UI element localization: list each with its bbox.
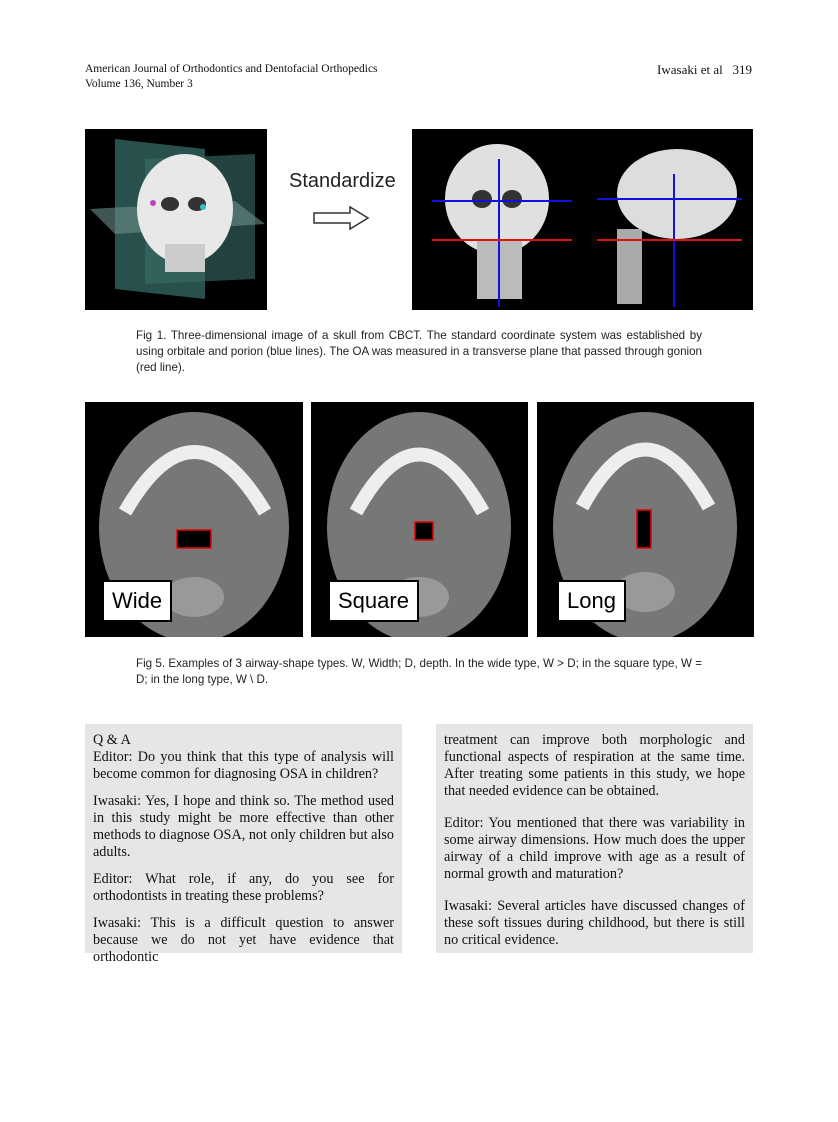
standardized-skull-images — [412, 129, 753, 310]
qa-paragraph: treatment can improve both morphologic and functional aspects of respiration at the same time. After treating some patients in this study, we hope that needed evidence can be obtained. — [444, 732, 745, 799]
running-header-left — [85, 62, 378, 92]
qa-paragraph: Iwasaki: This is a difficult question to answer because we do not yet have evidence that orthodontic — [93, 915, 394, 965]
qa-paragraph: Editor: You mentioned that there was variability in some airway dimensions. How much does the upper airway of a child improve with age as a result of normal growth and maturation? — [444, 815, 745, 882]
author-name: Iwasaki et al — [657, 62, 723, 77]
ct-slice-square — [311, 402, 528, 637]
qa-paragraph: Iwasaki: Yes, I hope and think so. The method used in this study might be more effective than other methods to diagnose OSA, not only children but also adults. — [93, 793, 394, 860]
qa-heading: Q & A — [93, 732, 131, 748]
page-number: 319 — [732, 62, 752, 77]
journal-volume: Volume 136, Number 3 — [85, 78, 193, 90]
arrow-right-icon — [312, 205, 372, 231]
qa-paragraph: Editor: Do you think that this type of analysis will become common for diagnosing OSA in children? — [93, 749, 394, 782]
qa-box-right — [436, 724, 753, 953]
running-header-right — [657, 62, 752, 77]
fig5-caption: Fig 5. Examples of 3 airway-shape types. W, Width; D, depth. In the wide type, W > D; in the square type, W = D; in the long type, W \ D. — [136, 657, 702, 686]
standardize-label: Standardize — [289, 170, 396, 192]
ct-slice-wide — [85, 402, 303, 637]
qa-paragraph: Editor: What role, if any, do you see for orthodontists in treating these problems? — [93, 871, 394, 904]
label-long: Long — [557, 580, 626, 622]
ct-slice-long — [537, 402, 754, 637]
fig1-caption: Fig 1. Three-dimensional image of a skull from CBCT. The standard coordinate system was established by using orbitale and porion (blue lines). The OA was measured in a transverse plane that passed through gonion (red line). — [136, 329, 702, 374]
label-square: Square — [328, 580, 419, 622]
skull-3d-image — [85, 129, 267, 310]
qa-paragraph: Iwasaki: Several articles have discussed changes of these soft tissues during childhood, but there is still no critical evidence. — [444, 898, 745, 948]
label-wide: Wide — [102, 580, 172, 622]
qa-box-left — [85, 724, 402, 965]
journal-title: American Journal of Orthodontics and Dentofacial Orthopedics — [85, 63, 378, 75]
